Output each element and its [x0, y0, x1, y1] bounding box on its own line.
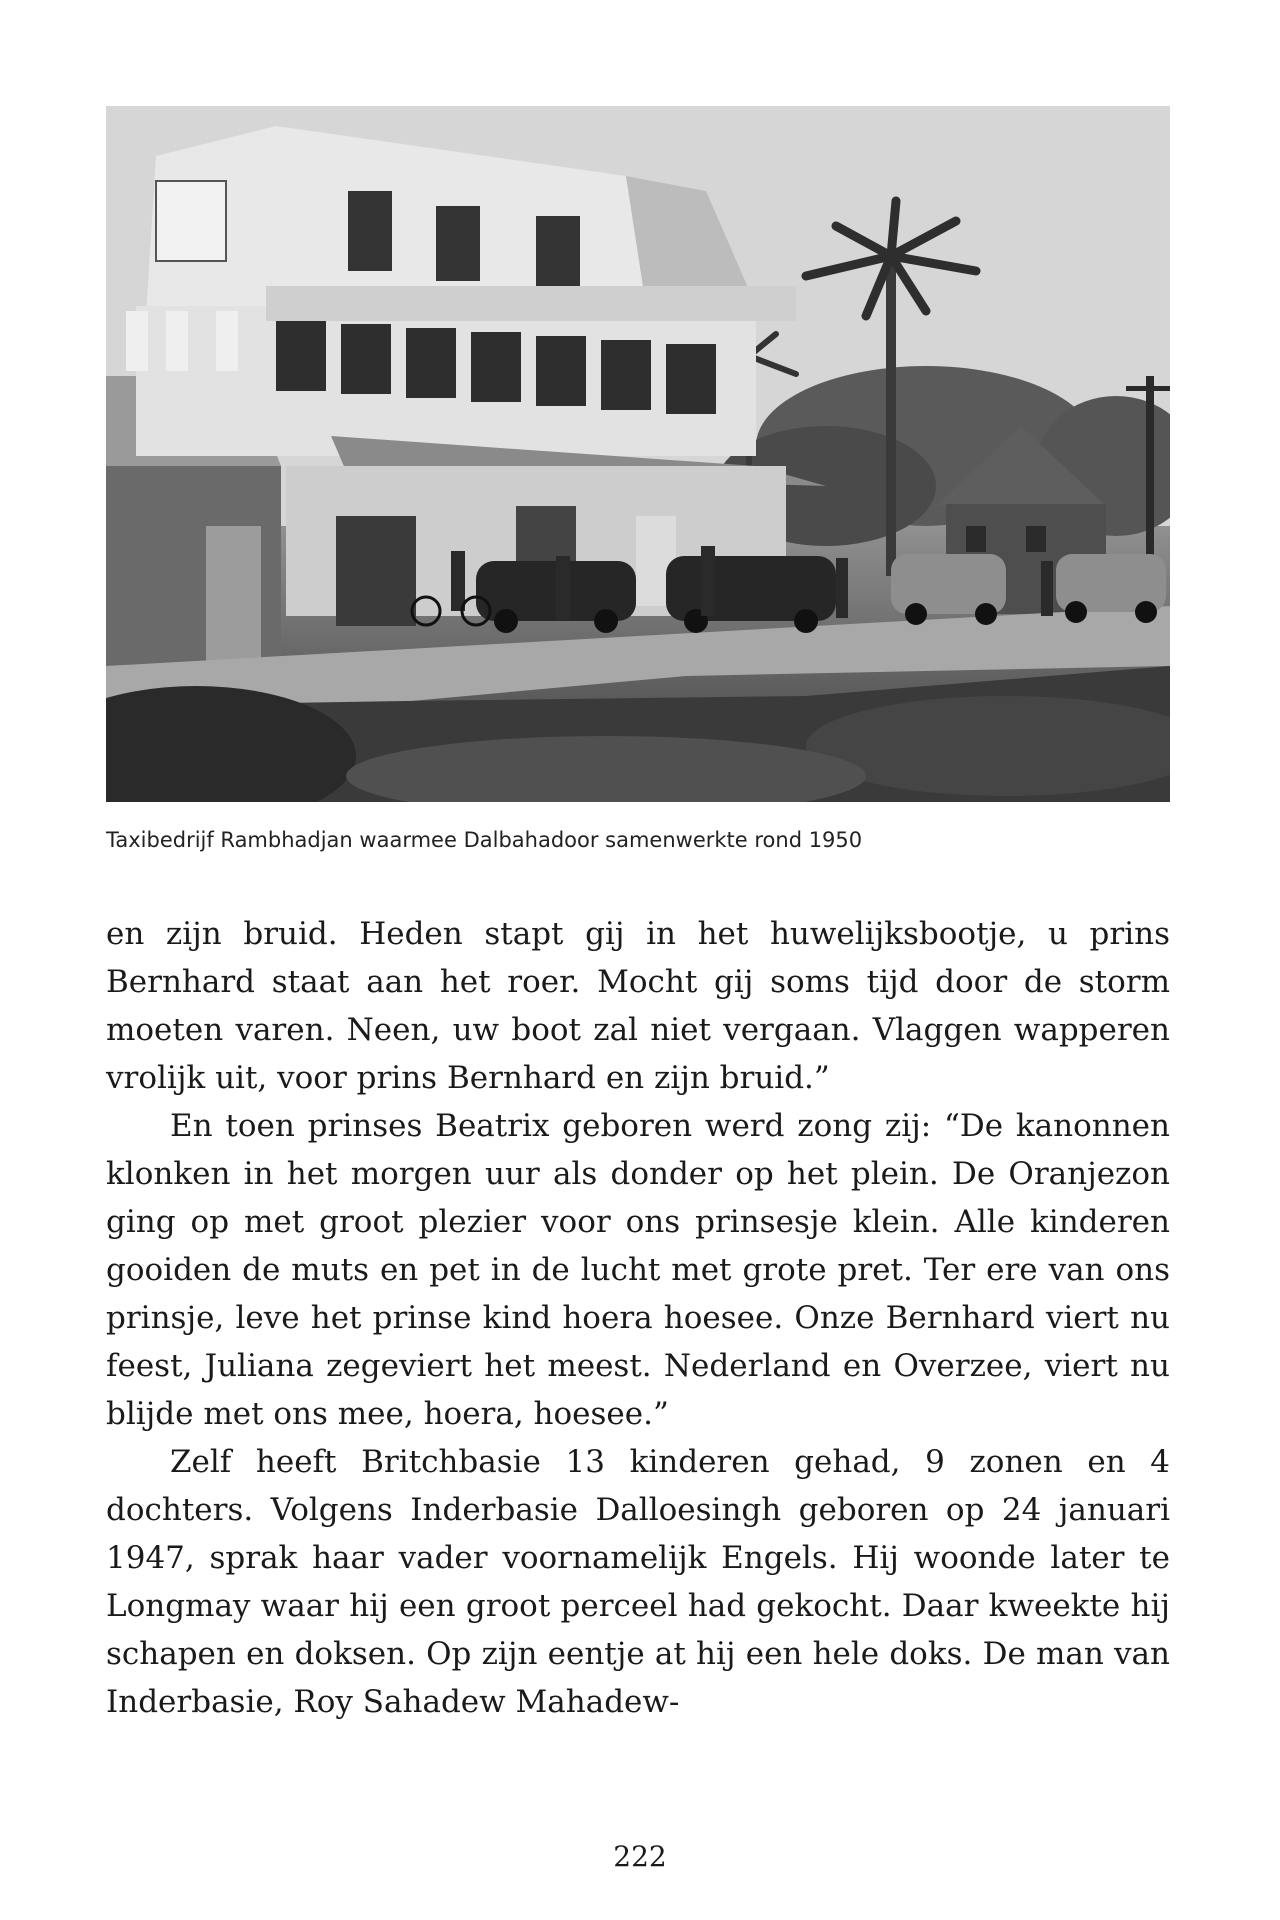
paragraph-3: Zelf heeft Britchbasie 13 kinderen gehad, 9 zonen en 4 dochters. Volgens Inderbasie Dalloesingh geboren op 24 januari 1947, sprak haar vader voornamelijk Engels. Hij woonde later te Longmay waar hij een groot perceel had gekocht. Daar kweekte hij schapen en doksen. Op zijn eentje at hij een hele doks. De man van Inderbasie, Roy Sahadew Mahadew- [106, 1444, 1170, 1720]
building-photo-illustration [106, 106, 1170, 802]
page-number: 222 [613, 1840, 667, 1873]
photo-caption: Taxibedrijf Rambhadjan waarmee Dalbahadoor samenwerkte rond 1950 [106, 828, 863, 852]
paragraph-1: en zijn bruid. Heden stapt gij in het huwelijksbootje, u prins Bernhard staat aan het roer. Mocht gij soms tijd door de storm moeten varen. Neen, uw boot zal niet vergaan. Vlaggen wapperen vrolijk uit, voor prins Bernhard en zijn bruid.” [106, 916, 1170, 1096]
historical-photo [106, 106, 1170, 802]
body-text [106, 910, 1170, 1726]
paragraph-2: En toen prinses Beatrix geboren werd zong zij: “De kanonnen klonken in het morgen uur als donder op het plein. De Oranjezon ging op met groot plezier voor ons prinsesje klein. Alle kinderen gooiden de muts en pet in de lucht met grote pret. Ter ere van ons prinsje, leve het prinse kind hoera hoesee. Onze Bernhard viert nu feest, Juliana zegeviert het meest. Nederland en Overzee, viert nu blijde met ons mee, hoera, hoesee.” [106, 1108, 1170, 1432]
